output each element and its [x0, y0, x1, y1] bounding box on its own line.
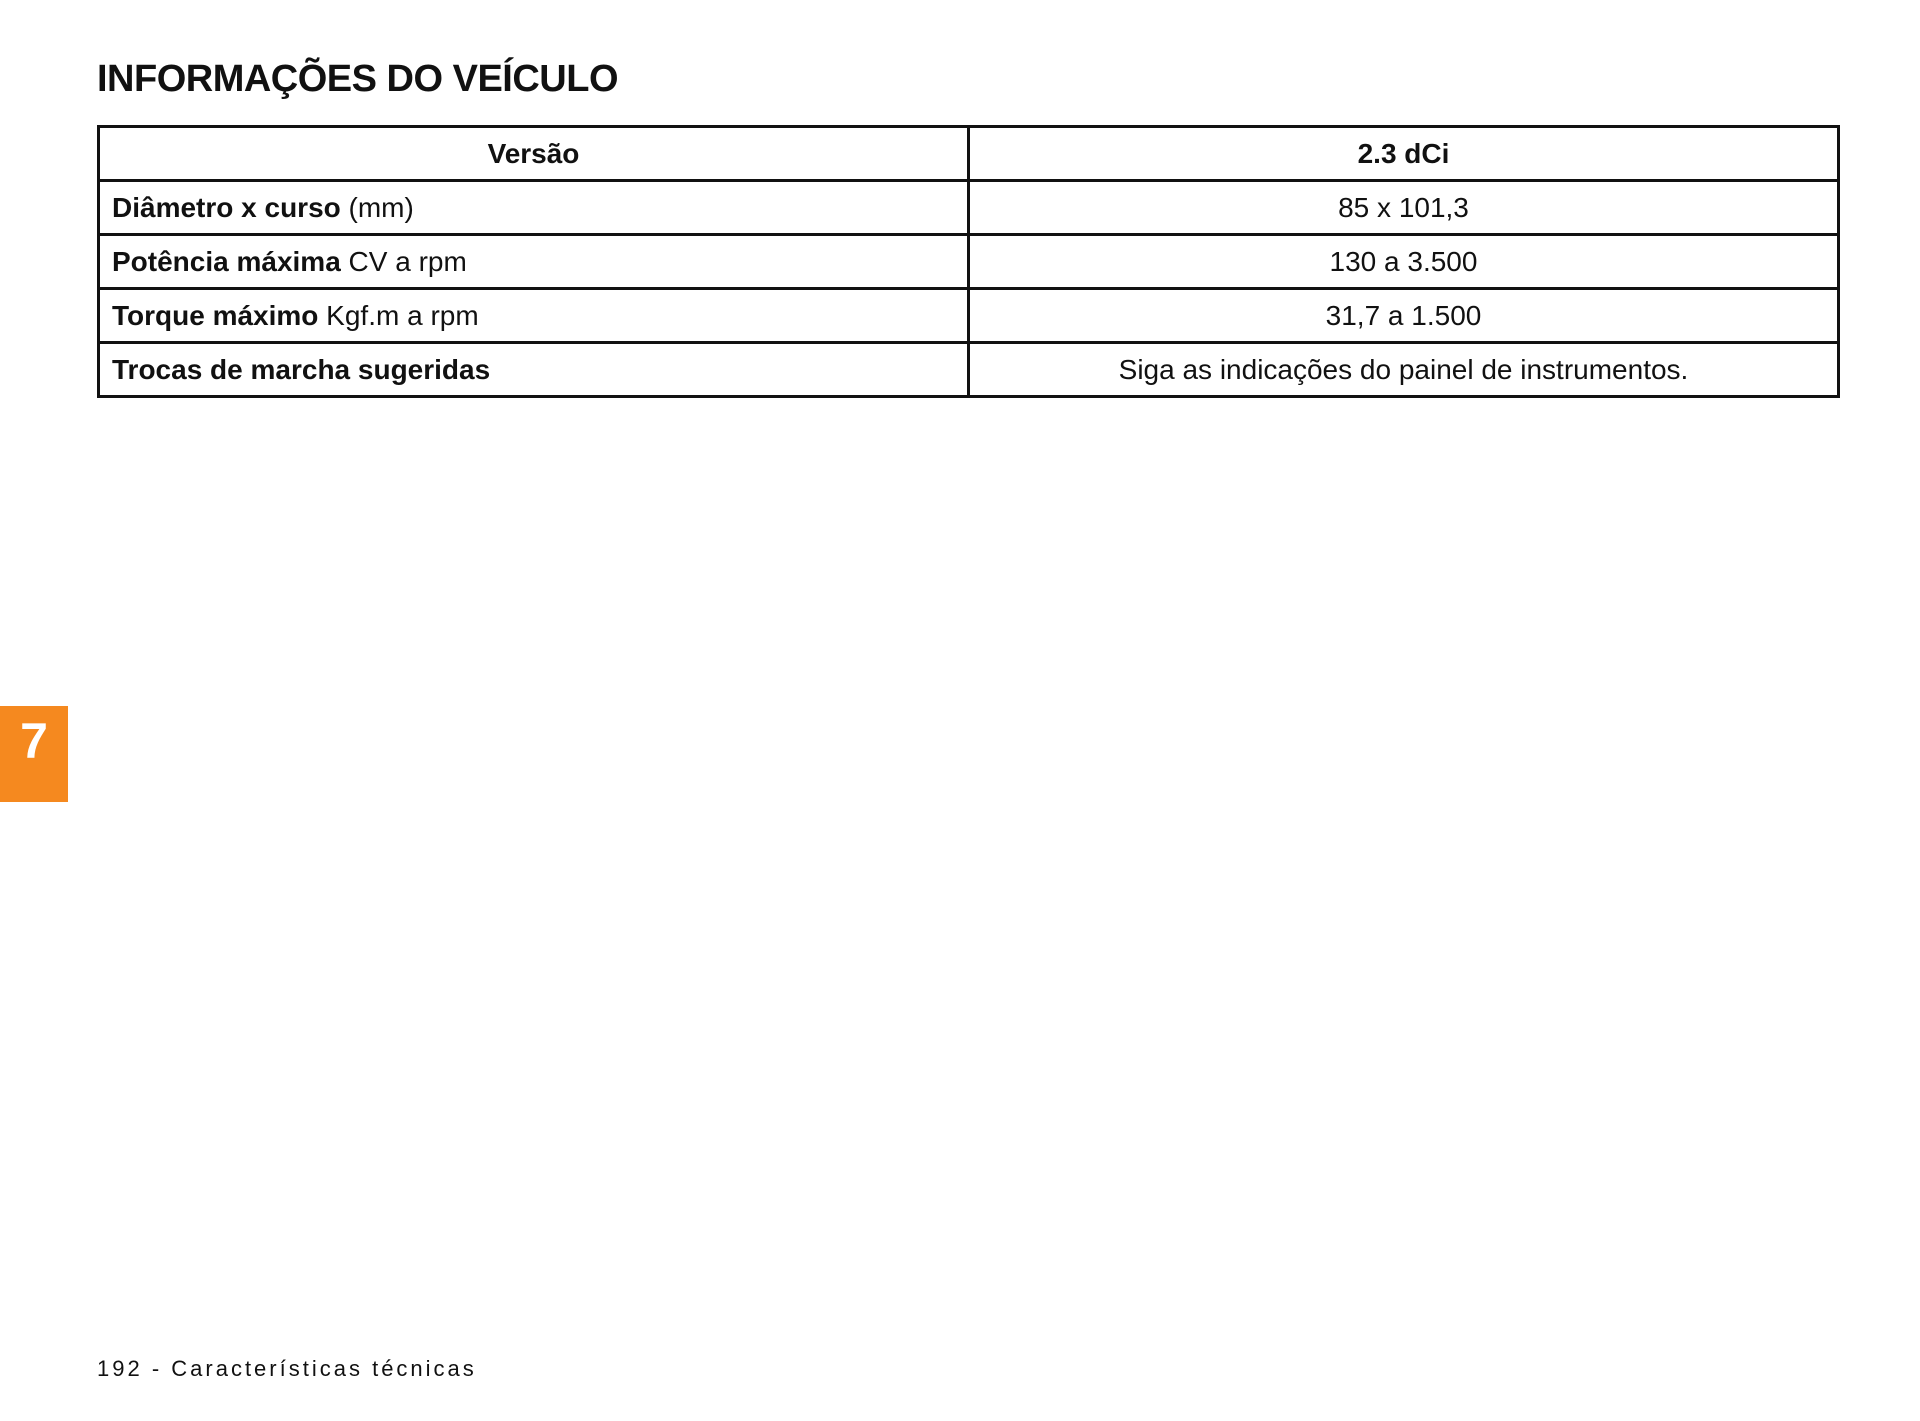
row-label [99, 343, 969, 397]
row-value: 31,7 a 1.500 [969, 289, 1839, 343]
row-label-bold: Potência máxima [112, 245, 341, 277]
row-label [99, 235, 969, 289]
page-footer: 192 - Características técnicas [97, 1356, 477, 1381]
table-row [99, 289, 1839, 343]
header-version-value: 2.3 dCi [969, 127, 1839, 181]
row-value: Siga as indicações do painel de instrumentos. [969, 343, 1839, 397]
row-label [99, 289, 969, 343]
row-label-bold: Diâmetro x curso [112, 191, 341, 223]
table-header-row [99, 127, 1839, 181]
row-label-unit: Kgf.m a rpm [318, 299, 479, 331]
row-label-unit: (mm) [340, 191, 414, 223]
row-label-unit: CV a rpm [340, 245, 467, 277]
page-title: INFORMAÇÕES DO VEÍCULO [97, 58, 619, 100]
header-version-label: Versão [99, 127, 969, 181]
row-label-bold: Trocas de marcha sugeridas [112, 353, 491, 385]
row-label [99, 181, 969, 235]
row-value: 85 x 101,3 [969, 181, 1839, 235]
chapter-tab: 7 [0, 706, 68, 802]
table-row [99, 343, 1839, 397]
vehicle-specs-table [97, 125, 1840, 398]
table-row [99, 181, 1839, 235]
table-row [99, 235, 1839, 289]
row-value: 130 a 3.500 [969, 235, 1839, 289]
row-label-bold: Torque máximo [112, 299, 319, 331]
